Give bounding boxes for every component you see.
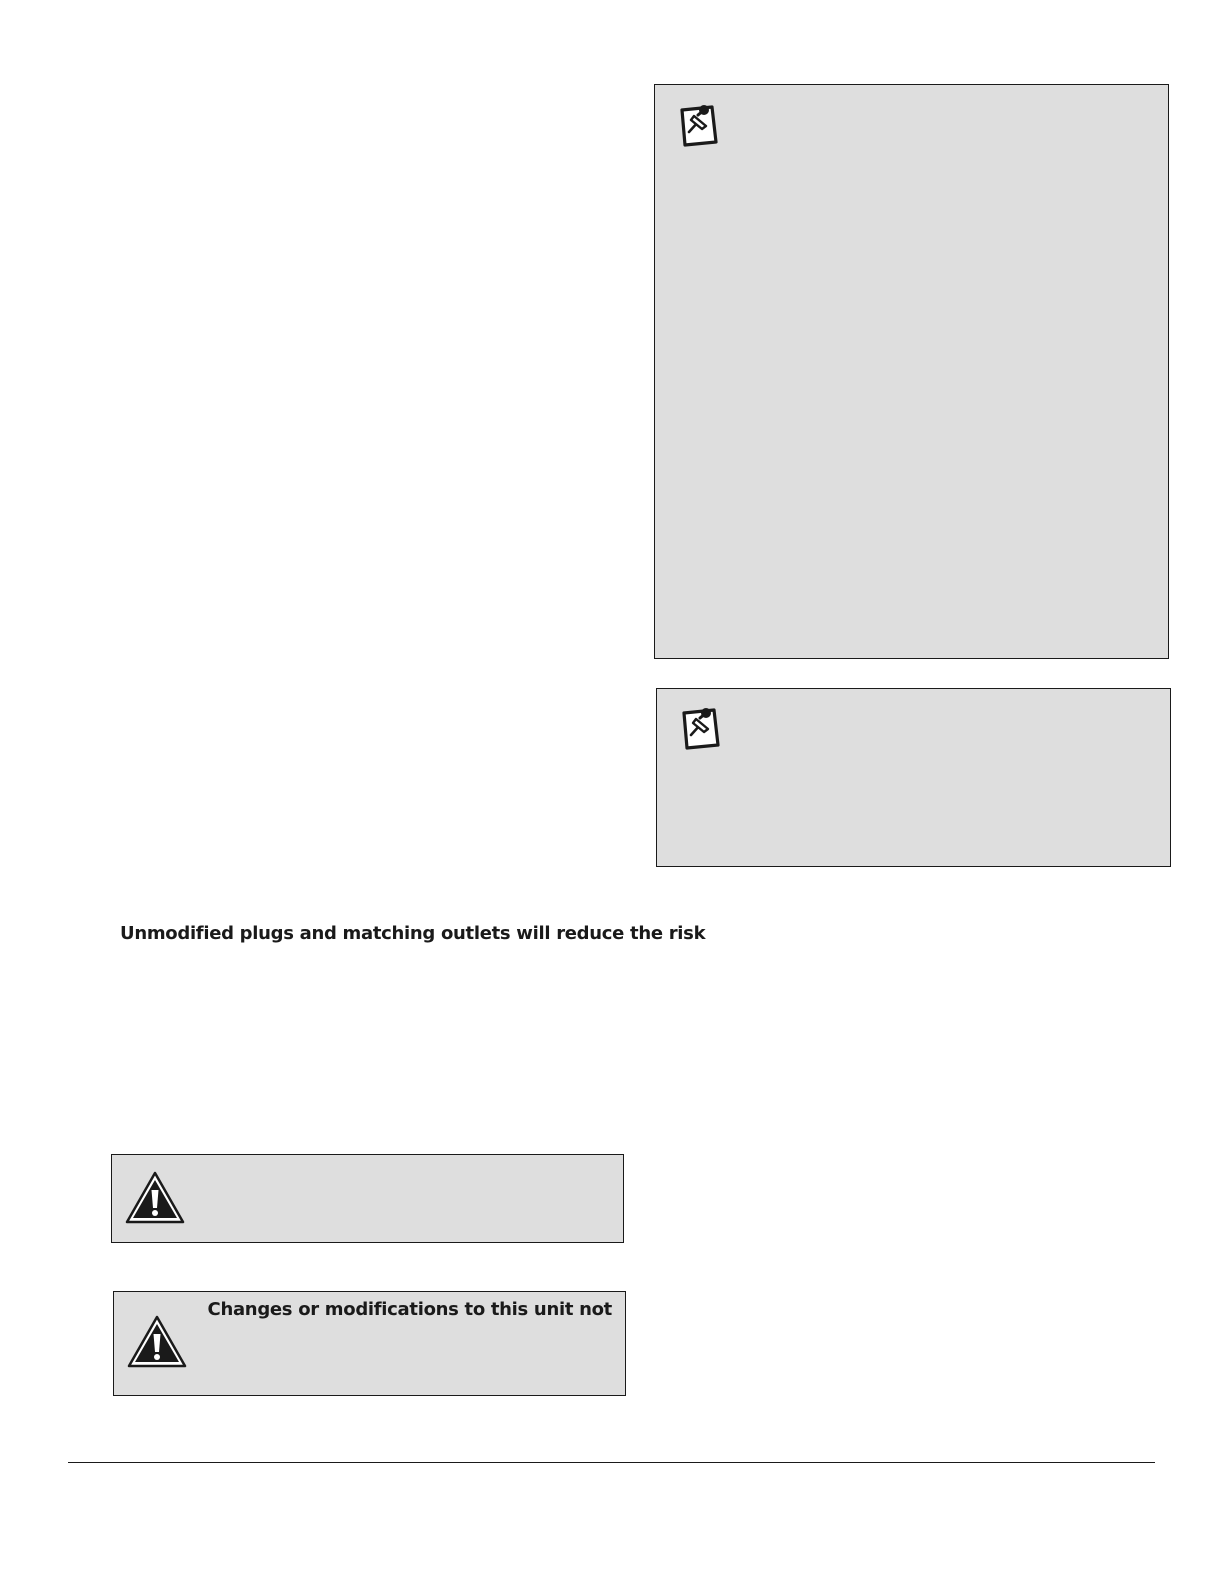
note-pin-icon [676,98,720,148]
warning-box-2 [113,1291,626,1396]
footer-divider [68,1462,1155,1463]
warning-triangle-icon [124,1170,186,1226]
plug-warning-text: Unmodified plugs and matching outlets will reduce the risk [120,923,706,944]
warning-box-1 [111,1154,624,1243]
note-box-2 [656,688,1171,867]
warning-triangle-icon [126,1314,188,1370]
warning-2-text: Changes or modifications to this unit not [207,1299,612,1320]
note-box-1 [654,84,1169,659]
note-pin-icon [678,701,722,751]
